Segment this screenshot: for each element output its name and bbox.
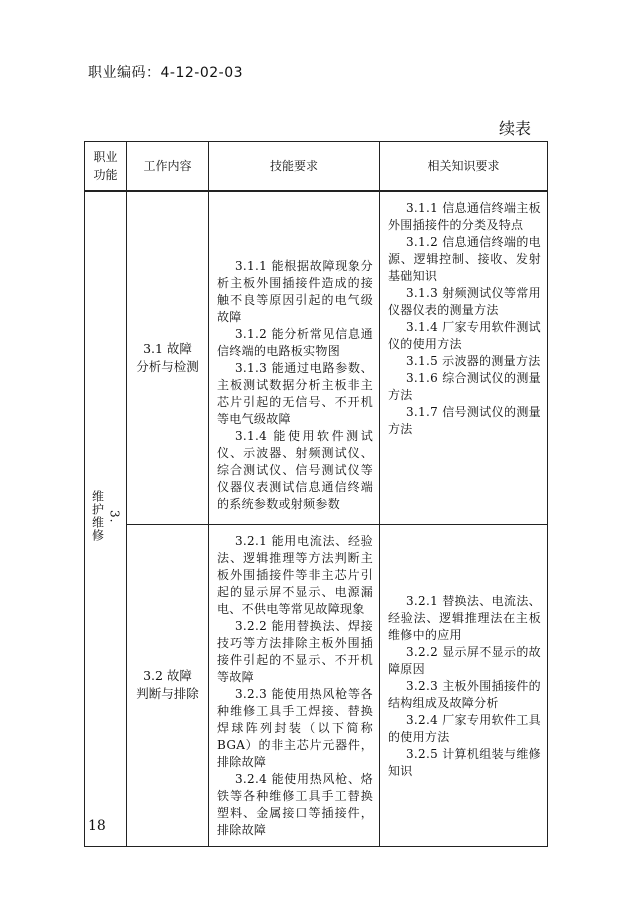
knowledge-item: 3.1.3 射频测试仪等常用仪器仪表的测量方法 — [388, 286, 541, 317]
knowledge-cell — [380, 524, 548, 846]
skill-item: 3.2.3 能使用热风枪等各种维修工具手工焊接、替换焊球阵列封装（以下简称BGA）的非主芯片元器件，排除故障 — [217, 686, 373, 769]
function-cell — [85, 191, 127, 846]
knowledge-item: 3.1.1 信息通信终端主板外围插接件的分类及特点 — [388, 201, 541, 232]
skill-item: 3.1.3 能通过电路参数、主板测试数据分析主板非主芯片引起的无信号、不开机等电气级故障 — [217, 361, 373, 426]
skills-table — [84, 141, 548, 847]
work-content-label: 3.1 故障 分析与检测 — [136, 340, 199, 374]
continued-label: 续表 — [499, 119, 532, 138]
knowledge-item: 3.1.6 综合测试仪的测量方法 — [388, 371, 541, 402]
knowledge-item: 3.1.4 厂家专用软件测试仪的使用方法 — [388, 320, 541, 351]
knowledge-item: 3.1.2 信息通信终端的电源、逻辑控制、接收、发射基础知识 — [388, 235, 541, 283]
occupation-code: 职业编码：4-12-02-03 — [88, 65, 244, 81]
knowledge-item: 3.2.5 计算机组装与维修知识 — [388, 746, 541, 778]
knowledge-item: 3.2.1 替换法、电流法、经验法、逻辑推理法在主板维修中的应用 — [388, 593, 541, 642]
work-content-label: 3.2 故障 判断与排除 — [136, 668, 199, 701]
function-label: 3. 维护维修 — [90, 490, 122, 543]
col-header-knowledge: 相关知识要求 — [380, 142, 548, 192]
knowledge-item: 3.2.3 主板外围插接件的结构组成及故障分析 — [388, 678, 541, 710]
skill-item: 3.1.2 能分析常见信息通信终端的电路板实物图 — [217, 327, 373, 358]
skill-item: 3.1.4 能使用软件测试仪、示波器、射频测试仪、综合测试仪、信号测试仪等仪器仪表测试信息通信终端的系统参数或射频参数 — [217, 429, 373, 511]
work-content-cell — [127, 524, 209, 846]
knowledge-item: 3.1.5 示波器的测量方法 — [406, 354, 541, 368]
skills-cell — [209, 191, 380, 524]
col-header-skills: 技能要求 — [209, 142, 380, 192]
work-content-cell — [127, 191, 209, 524]
table-row — [85, 524, 548, 846]
knowledge-item: 3.2.2 显示屏不显示的故障原因 — [388, 644, 541, 676]
table-row — [85, 191, 548, 524]
col-header-content: 工作内容 — [127, 142, 209, 192]
skill-item: 3.2.2 能用替换法、焊接技巧等方法排除主板外围插接件引起的不显示、不开机等故障 — [217, 618, 373, 684]
skill-item: 3.2.4 能使用热风枪、烙铁等各种维修工具手工替换塑料、金属接口等插接件，排除故障 — [217, 771, 373, 837]
skills-cell — [209, 524, 380, 846]
table-header-row — [85, 142, 548, 192]
col-header-function: 职业 功能 — [85, 142, 127, 192]
skill-item: 3.1.1 能根据故障现象分析主板外围插接件造成的接触不良等原因引起的电气级故障 — [217, 259, 373, 324]
knowledge-item: 3.2.4 厂家专用软件工具的使用方法 — [388, 712, 541, 744]
skill-item: 3.2.1 能用电流法、经验法、逻辑推理等方法判断主板外围插接件等非主芯片引起的显示屏不显示、电源漏电、不供电等常见故障现象 — [217, 533, 373, 616]
page-number: 18 — [88, 818, 106, 834]
knowledge-cell — [380, 191, 548, 524]
knowledge-item: 3.1.7 信号测试仪的测量方法 — [388, 405, 541, 436]
